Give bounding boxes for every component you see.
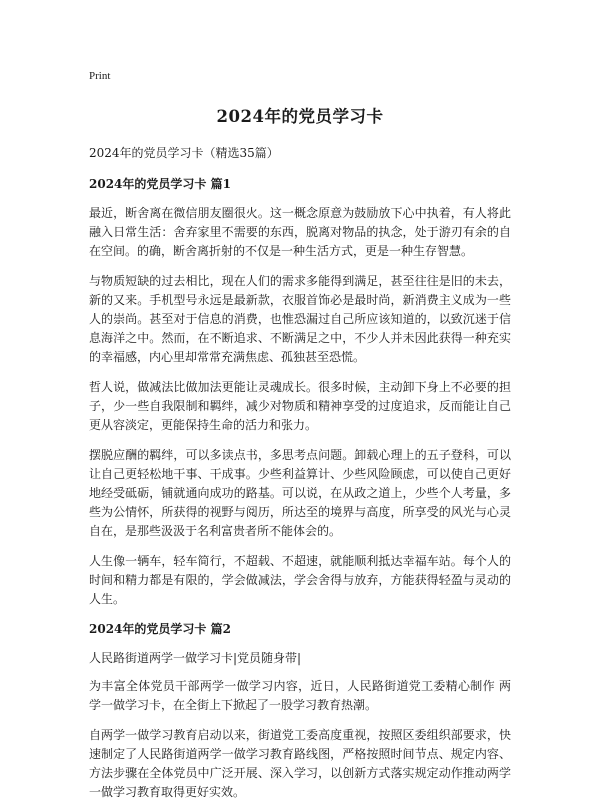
paragraph: 与物质短缺的过去相比，现在人们的需求多能得到满足，甚至往往是旧的未去，新的又来。手机型号永远是最新款，衣服首饰必是最时尚，新消费主义成为一些人的崇尚。甚至对于信息的消费，也惟恐漏过自己所应该知道的，以致沉迷于信息海洋之中。然而，在不断追求、不断满足之中，不少人并未因此获得一种充实的幸福感，内心里却常常充满焦虑、孤独甚至恐慌。 <box>89 274 511 364</box>
paragraph: 为丰富全体党员干部两学一做学习内容，近日，人民路街道党工委精心制作 两学一做学习卡，在全街上下掀起了一股学习教育热潮。 <box>89 679 511 712</box>
print-label: Print <box>89 70 111 82</box>
document-title: 2024年的党员学习卡 <box>216 107 384 126</box>
section-heading: 2024年的党员学习卡 篇2 <box>89 622 231 636</box>
section-2 <box>89 620 511 802</box>
paragraph: 最近，断舍离在微信朋友圈很火。这一概念原意为鼓励放下心中执着，有人将此融入日常生活：舍弃家里不需要的东西，脱离对物品的执念，处于游刃有余的自在空间。的确，断舍离折射的不仅是一种生活方式，更是一种生存智慧。 <box>89 206 511 258</box>
document-subtitle: 2024年的党员学习卡（精选35篇） <box>89 146 279 160</box>
paragraph: 自两学一做学习教育启动以来，街道党工委高度重视，按照区委组织部要求，快速制定了人民路街道两学一做学习教育路线图，严格按照时间节点、规定内容、方法步骤在全体党员中广泛开展、深入学习，以创新方式落实规定动作推动两学一做学习教育取得更好实效。 <box>89 728 511 799</box>
section-1 <box>89 175 511 609</box>
paragraph: 人民路街道两学一做学习卡|党员随身带| <box>89 651 302 665</box>
paragraph: 哲人说，做减法比做加法更能让灵魂成长。很多时候，主动卸下身上不必要的担子，少一些自我限制和羁绊，减少对物质和精神享受的过度追求，反而能让自己更从容淡定，更能保持生命的活力和张力。 <box>89 380 511 432</box>
paragraph: 人生像一辆车，轻车简行，不超载、不超速，就能顺利抵达幸福车站。每个人的时间和精力都是有限的，学会做减法，学会舍得与放弃，方能获得轻盈与灵动的人生。 <box>89 554 511 606</box>
section-heading: 2024年的党员学习卡 篇1 <box>89 177 231 191</box>
paragraph: 摆脱应酬的羁绊，可以多读点书，多思考点问题。卸载心理上的五子登科，可以让自己更轻松地干事、干成事。少些利益算计、少些风险顾虑，可以使自己更好地经受砥砺，铺就通向成功的路基。可以说，在从政之道上，少些个人考量，多些为公情怀，所获得的视野与阅历，所达至的境界与高度，所享受的风光与心灵自在，是那些汲汲于名利富贵者所不能体会的。 <box>89 448 511 538</box>
